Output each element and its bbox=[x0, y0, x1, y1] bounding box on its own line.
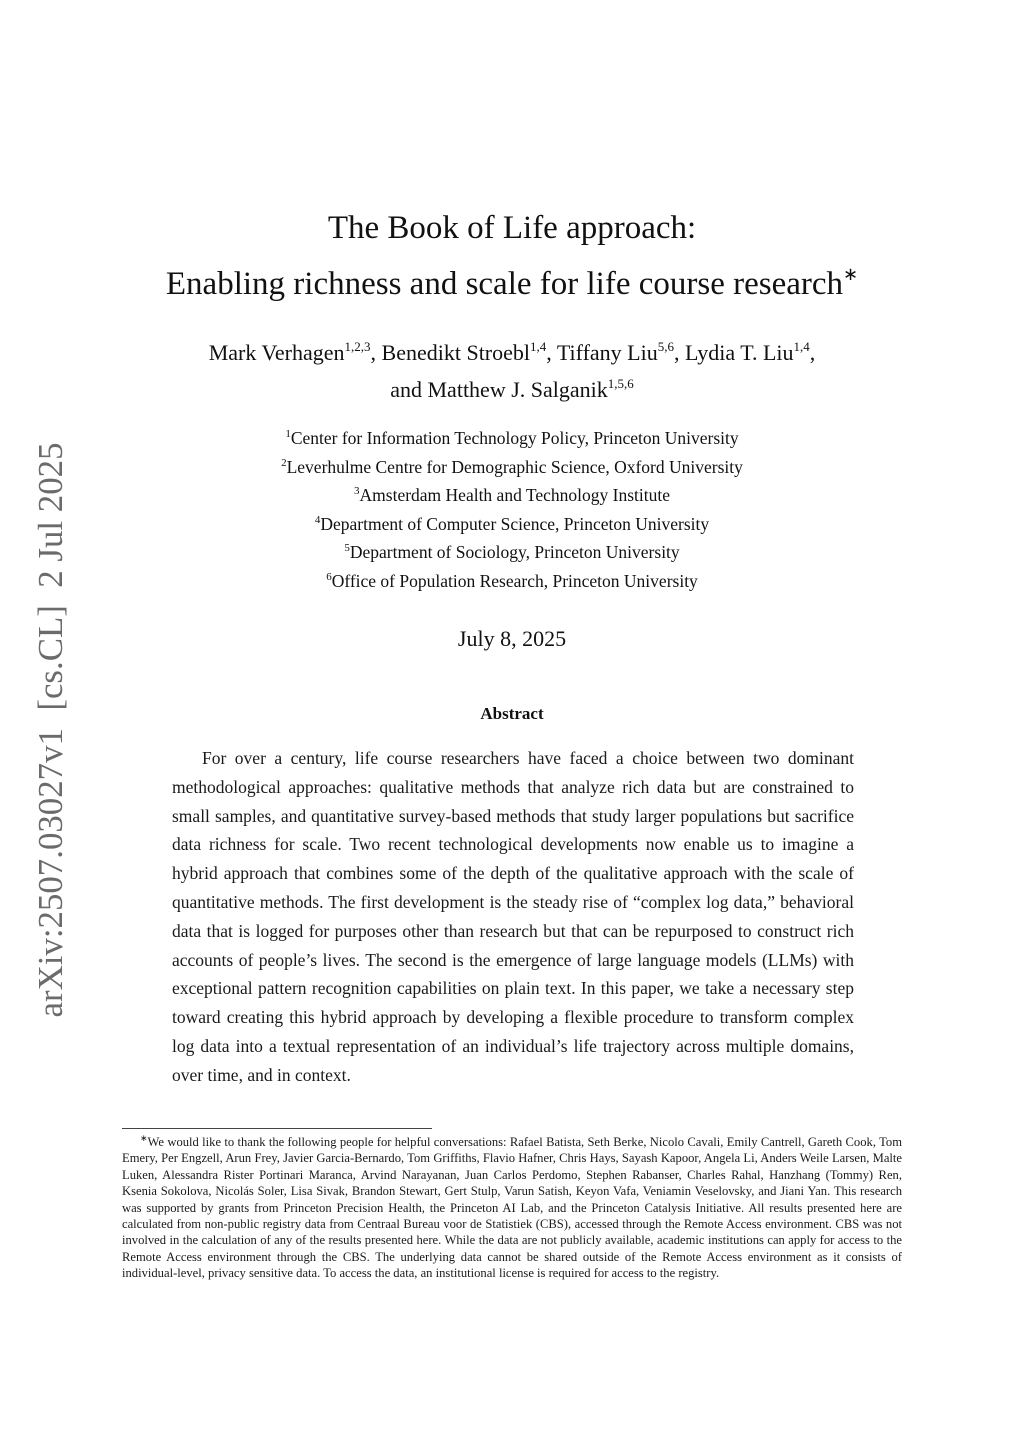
affiliation-item bbox=[110, 424, 914, 453]
affiliation-number: 2 bbox=[281, 456, 287, 469]
author-affil-sup: 1,2,3 bbox=[344, 339, 371, 354]
title-footnote bbox=[122, 1134, 902, 1282]
author-list bbox=[110, 334, 914, 408]
affiliation-number: 6 bbox=[326, 570, 332, 583]
footnote-mark: ∗ bbox=[140, 1133, 148, 1143]
affiliation-item bbox=[110, 538, 914, 567]
title-footnote-mark: ∗ bbox=[843, 264, 859, 284]
author-line-1: Mark Verhagen$^{1,2,3}$, Benedikt Stroebl$^{1,4}$, Tiffany Liu$^{5,6}$, Lydia T. Liu$^{1,4}$, bbox=[208, 339, 816, 365]
affiliation-item bbox=[110, 481, 914, 510]
affiliation-item bbox=[110, 510, 914, 539]
author-name: Benedikt Stroebl bbox=[381, 340, 531, 365]
abstract-body: For over a century, life course researchers have faced a choice between two dominant methodological approaches: qualitative methods that analyze rich data but are constrained to small samples, and quantitative survey-based methods that study larger populations but sacrifice data richness for scale. Two recent technological developments now enable us to imagine a hybrid approach that combines some of the depth of the qualitative approach with the scale of quantitative methods. The first development is the steady rise of “complex log data,” behavioral data that is logged for purposes other than research but that can be repurposed to construct rich accounts of people’s lives. The second is the emergence of large language models (LLMs) with exceptional pattern recognition capabilities on plain text. In this paper, we take a necessary step toward creating this hybrid approach by developing a flexible procedure to transform complex log data into a textual representation of an individual’s life trajectory across multiple domains, over time, and in context. bbox=[172, 748, 854, 1085]
arxiv-identifier: arXiv:2507.03027v1 [cs.CL] 2 Jul 2025 bbox=[31, 440, 70, 1018]
author-name: Matthew J. Salganik bbox=[427, 377, 608, 402]
affiliation-text: Department of Sociology, Princeton University bbox=[349, 542, 680, 562]
title-line-1: The Book of Life approach: bbox=[327, 210, 697, 246]
arxiv-stamp bbox=[18, 440, 74, 1020]
footnote-text: We would like to thank the following people for helpful conversations: Rafael Batista, Seth Berke, Nicolo Cavali, Emily Cantrell, Gareth Cook, Tom Emery, Per Engzell, Arun Frey, Javier Garcia-Bernardo, Tom Griffiths, Flavio Hafner, Chris Hays, Sayash Kapoor, Angela Li, Anders Weile Larsen, Malte Luken, Alessandra Rister Portinari Maranca, Arvind Narayanan, Juan Carlos Perdomo, Stephen Rabanser, Charles Rahal, Hanzhang (Tommy) Ren, Ksenia Sokolova, Nicolás Soler, Lisa Sivak, Brandon Stewart, Gert Stulp, Varun Satish, Keyon Vafa, Veniamin Veselovsky, and Jiani Yan. This research was supported by grants from Princeton Precision Health, the Princeton AI Lab, and the Princeton Catalysis Initiative. All results presented here are calculated from non-public registry data from Centraal Bureau voor de Statistiek (CBS), accessed through the Remote Access environment. CBS was not involved in the calculation of any of the results presented here. While the data are not publicly available, academic institutions can apply for access to the Remote Access environment through the CBS. The underlying data cannot be shared outside of the Remote Access environment as it consists of individual-level, privacy sensitive data. To access the data, an institutional license is required for access to the registry. bbox=[122, 1135, 902, 1281]
paper-title bbox=[110, 200, 914, 312]
arxiv-stamp-svg bbox=[18, 440, 74, 1020]
affiliation-number: 3 bbox=[354, 485, 360, 497]
author-name: Lydia T. Liu bbox=[684, 340, 794, 365]
affiliation-number: 1 bbox=[285, 428, 291, 440]
author-name: Tiffany Liu bbox=[556, 340, 658, 365]
author-conjunction: and bbox=[390, 377, 422, 402]
author-name: Mark Verhagen bbox=[208, 340, 345, 365]
affiliation-item bbox=[110, 453, 914, 482]
affiliation-text: Amsterdam Health and Technology Institute bbox=[359, 485, 670, 505]
title-line-2 bbox=[110, 256, 914, 312]
affiliation-text: Department of Computer Science, Princeton University bbox=[320, 513, 710, 534]
affiliation-text: Leverhulme Centre for Demographic Science, Oxford University bbox=[286, 456, 743, 477]
publication-date: July 8, 2025 bbox=[457, 626, 567, 651]
affiliation-number: 5 bbox=[344, 542, 350, 554]
author-line-2 bbox=[110, 371, 914, 408]
author-affil-sup: 1,4 bbox=[530, 339, 547, 354]
title-line-2-text: Enabling richness and scale for life course research bbox=[165, 266, 844, 302]
affiliation-text: Center for Information Technology Policy, Princeton University bbox=[290, 428, 739, 448]
affiliation-number: 4 bbox=[314, 513, 321, 526]
abstract-heading: Abstract bbox=[480, 704, 544, 723]
affiliation-text: Office of Population Research, Princeton University bbox=[331, 570, 698, 591]
affiliation-list bbox=[110, 424, 914, 595]
author-affil-sup: 1,5,6 bbox=[607, 376, 634, 391]
footnote-divider bbox=[122, 1128, 432, 1129]
author-affil-sup: 5,6 bbox=[657, 339, 674, 354]
author-affil-sup: 1,4 bbox=[793, 339, 810, 354]
affiliation-item bbox=[110, 567, 914, 596]
